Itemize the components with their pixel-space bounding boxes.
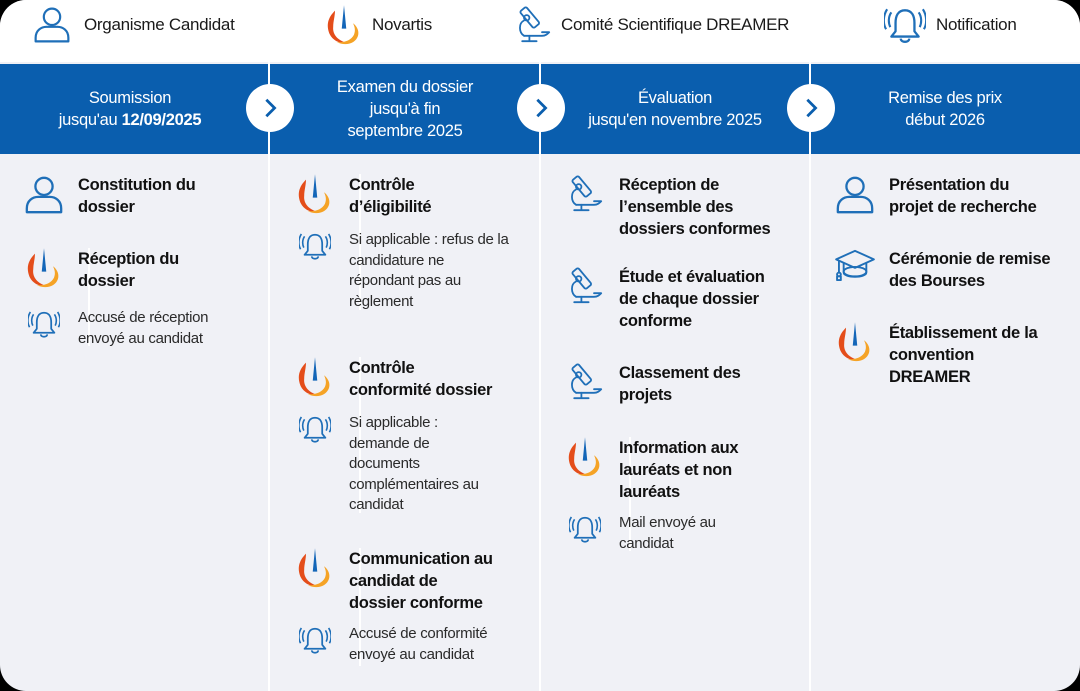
next-phase-arrow[interactable] <box>246 84 294 132</box>
novartis-logo-icon <box>567 437 603 477</box>
novartis-logo-icon <box>297 174 333 214</box>
legend-label: Comité Scientifique DREAMER <box>561 15 790 34</box>
novartis-logo-icon <box>297 357 333 397</box>
step-ranking: Classement des projets <box>563 362 740 406</box>
phase-date: jusqu'en novembre 2025 <box>588 111 762 129</box>
bell-icon <box>299 624 331 656</box>
next-phase-arrow[interactable] <box>787 84 835 132</box>
novartis-logo-icon <box>26 248 62 288</box>
microscope-icon <box>567 266 603 306</box>
step-communication: Communication au candidat de dossier conforme Accusé de conformité envoyé au candidat <box>293 548 533 668</box>
notification: Si applicable : refus de la candidature ne répondant pas au règlement <box>293 230 509 312</box>
phase-deadline: 12/09/2025 <box>121 111 202 129</box>
phase-date: septembre 2025 <box>347 122 463 140</box>
phase-review <box>270 64 540 154</box>
notification: Si applicable : demande de documents complémentaires au candidat <box>293 413 479 516</box>
novartis-logo-icon <box>326 4 362 46</box>
person-icon <box>834 174 876 216</box>
phase-title: Remise des prix <box>888 89 1002 107</box>
chevron-right-icon <box>530 97 552 119</box>
microscope-icon <box>567 362 603 402</box>
legend-item-notification <box>884 0 1017 50</box>
phase-date-prefix: jusqu'au <box>58 111 122 129</box>
legend-item-committee <box>515 0 789 50</box>
novartis-logo-icon <box>837 322 873 362</box>
legend-item-novartis <box>326 0 432 50</box>
legend-label: Novartis <box>372 15 432 34</box>
phase-title: Examen du dossier <box>336 78 474 96</box>
step-convention: Établissement de la convention DREAMER <box>833 322 1037 388</box>
novartis-logo-icon <box>297 548 333 588</box>
notification: Accusé de réception envoyé au candidat <box>22 308 208 349</box>
person-icon <box>30 5 74 45</box>
phase-submission <box>0 64 260 154</box>
bell-icon <box>28 308 60 340</box>
step-eligibility: Contrôle d’éligibilité Si applicable : refus de la candidature ne répondant pas au règlement <box>293 174 533 314</box>
chevron-right-icon <box>259 97 281 119</box>
chevron-right-icon <box>800 97 822 119</box>
legend-item-candidate <box>30 0 235 50</box>
microscope-icon <box>567 174 603 214</box>
phase-awards <box>810 64 1080 154</box>
legend <box>0 0 1080 62</box>
bell-icon <box>884 4 926 46</box>
bell-icon <box>299 230 331 262</box>
step-constitution: Constitution du dossier <box>22 174 195 218</box>
phase-evaluation <box>540 64 810 154</box>
notification: Accusé de conformité envoyé au candidat <box>293 624 487 665</box>
legend-label: Organisme Candidat <box>84 15 235 34</box>
step-compliance: Contrôle conformité dossier Si applicable : demande de documents complémentaires au candidat <box>293 357 533 517</box>
phase-title: Soumission <box>88 89 172 107</box>
graduation-cap-icon <box>834 248 876 282</box>
phase-title: Évaluation <box>637 89 713 107</box>
step-reception: Réception du dossier Accusé de réception envoyé au candidat <box>22 248 262 348</box>
phase-date: jusqu'à fin <box>369 100 441 118</box>
step-presentation: Présentation du projet de recherche <box>833 174 1036 218</box>
notification: Mail envoyé au candidat <box>563 513 716 554</box>
step-information: Information aux lauréats et non lauréats Mail envoyé au candidat <box>563 437 803 557</box>
column-divider <box>539 62 541 691</box>
legend-label: Notification <box>936 15 1017 34</box>
step-reception-all: Réception de l’ensemble des dossiers conformes <box>563 174 770 240</box>
step-study: Étude et évaluation de chaque dossier conforme <box>563 266 765 332</box>
person-icon <box>23 174 65 216</box>
column-divider <box>268 62 270 691</box>
column-divider <box>809 62 811 691</box>
bell-icon <box>569 513 601 545</box>
step-ceremony: Cérémonie de remise des Bourses <box>833 248 1050 292</box>
phase-date: début 2026 <box>905 111 985 129</box>
bell-icon <box>299 413 331 445</box>
next-phase-arrow[interactable] <box>517 84 565 132</box>
microscope-icon <box>515 4 551 46</box>
